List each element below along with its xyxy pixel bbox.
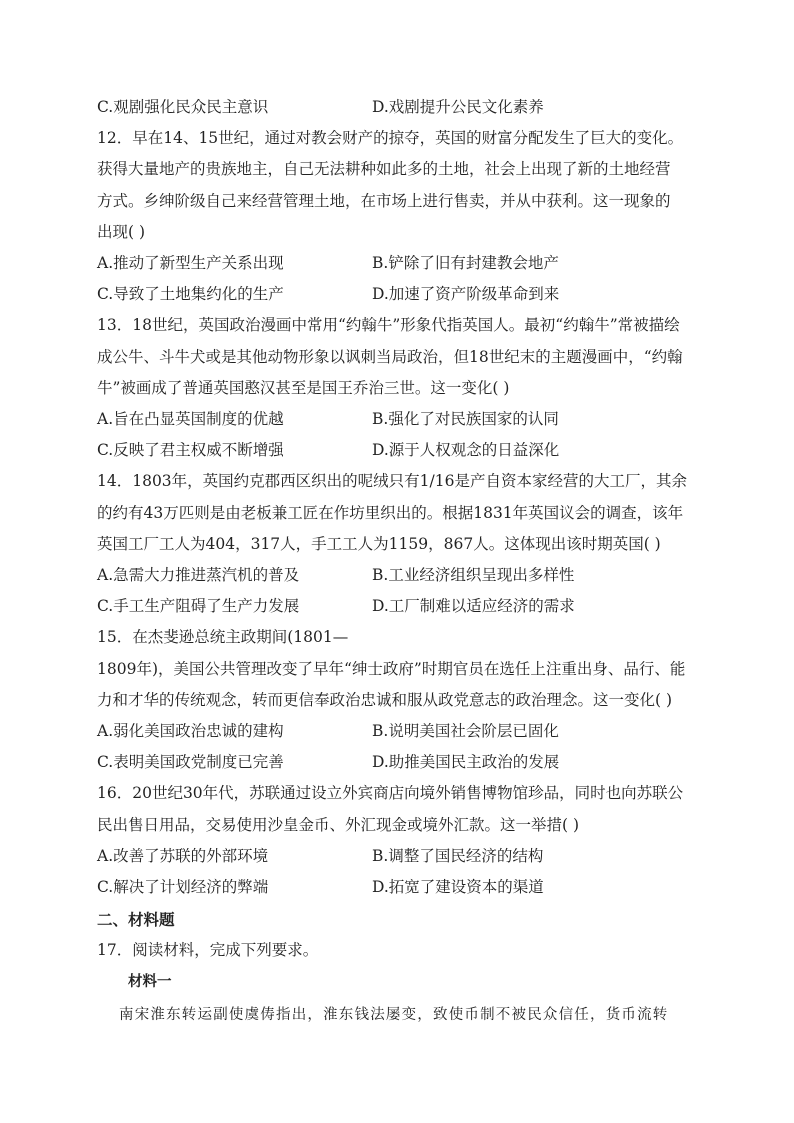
question-15 xyxy=(97,622,707,778)
q14-option-b: B.工业经济组织呈现出多样性 xyxy=(372,566,575,585)
q16-option-d: D.拓宽了建设资本的渠道 xyxy=(372,878,544,897)
question-text: 成公牛、斗牛犬或是其他动物形象以讽刺当局政治，但18世纪末的主题漫画中，“约翰 xyxy=(97,347,683,366)
section-heading: 二、材料题 xyxy=(97,911,175,930)
question-12 xyxy=(97,123,707,310)
q12-option-a: A.推动了新型生产关系出现 xyxy=(97,254,284,273)
q15-option-a: A.弱化美国政治忠诚的建构 xyxy=(97,722,284,741)
question-14 xyxy=(97,466,707,622)
question-text: 12．早在14、15世纪，通过对教会财产的掠夺，英国的财富分配发生了巨大的变化。 xyxy=(97,129,684,148)
q15-option-d: D.助推美国民主政治的发展 xyxy=(372,753,560,772)
question-text: 出现( ) xyxy=(97,222,146,241)
q12-option-c: C.导致了土地集约化的生产 xyxy=(97,285,284,304)
question-text: 民出售日用品，交易使用沙皇金币、外汇现金或境外汇款。这一举措( ) xyxy=(97,815,580,834)
question-text: 16．20世纪30年代，苏联通过设立外宾商店向境外销售博物馆珍品，同时也向苏联公 xyxy=(97,784,684,803)
question-text: 力和才华的传统观念，转而更信奉政治忠诚和服从政党意志的政治理念。这一变化( ) xyxy=(97,690,673,709)
q13-options-cd xyxy=(97,435,707,466)
question-text: 15．在杰斐逊总统主政期间(1801— xyxy=(97,628,349,647)
q15-options-ab xyxy=(97,716,707,747)
q13-option-c: C.反映了君主权威不断增强 xyxy=(97,441,284,460)
question-16 xyxy=(97,778,707,903)
q15-options-cd xyxy=(97,747,707,778)
q16-option-a: A.改善了苏联的外部环境 xyxy=(97,846,269,865)
q12-option-b: B.铲除了旧有封建教会地产 xyxy=(372,254,559,273)
material-title: 材料一 xyxy=(128,973,172,991)
question-text: 13．18世纪，英国政治漫画中常用“约翰牛”形象代指英国人。最初“约翰牛”常被描绘 xyxy=(97,316,680,335)
q12-option-d: D.加速了资产阶级革命到来 xyxy=(372,285,560,304)
q14-options-ab xyxy=(97,560,707,591)
question-text: 英国工厂工人为404，317人，手工工人为1159，867人。这体现出该时期英国( ) xyxy=(97,534,661,553)
question-text: 方式。乡绅阶级自己来经营管理土地，在市场上进行售卖，并从中获利。这一现象的 xyxy=(97,191,671,210)
question-text: 1809年)，美国公共管理改变了早年“绅士政府”时期官员在选任上注重出身、品行、能 xyxy=(97,659,686,678)
q14-option-a: A.急需大力推进蒸汽机的普及 xyxy=(97,566,300,585)
question-text: 14．1803年，英国约克郡西区织出的呢绒只有1/16是产自资本家经营的大工厂，其余 xyxy=(97,472,687,491)
question-17-text: 17．阅读材料，完成下列要求。 xyxy=(97,941,319,960)
q11-option-c: C.观剧强化民众民主意识 xyxy=(97,98,269,116)
q13-option-a: A.旨在凸显英国制度的优越 xyxy=(97,410,284,429)
q11-options xyxy=(97,92,707,123)
q13-option-b: B.强化了对民族国家的认同 xyxy=(372,410,559,429)
q12-options-ab xyxy=(97,248,707,279)
q11-option-d: D.戏剧提升公民文化素养 xyxy=(372,98,544,116)
q15-option-c: C.表明美国政党制度已完善 xyxy=(97,753,284,772)
q16-option-c: C.解决了计划经济的弊端 xyxy=(97,878,269,897)
material-text: 南宋淮东转运副使虞俦指出，淮东钱法屡变，致使币制不被民众信任，货币流转 xyxy=(119,1007,669,1024)
question-text: 获得大量地产的贵族地主，自己无法耕种如此多的土地，社会上出现了新的土地经营 xyxy=(97,160,671,179)
q15-option-b: B.说明美国社会阶层已固化 xyxy=(372,722,559,741)
section-material-questions xyxy=(97,905,707,1032)
q12-options-cd xyxy=(97,279,707,310)
exam-page xyxy=(97,92,707,1032)
q13-options-ab xyxy=(97,404,707,435)
question-13 xyxy=(97,310,707,466)
q13-option-d: D.源于人权观念的日益深化 xyxy=(372,441,560,460)
q14-option-c: C.手工生产阻碍了生产力发展 xyxy=(97,597,300,616)
q14-option-d: D.工厂制难以适应经济的需求 xyxy=(372,597,575,616)
q14-options-cd xyxy=(97,591,707,622)
q16-options-ab xyxy=(97,841,707,872)
question-text: 牛”被画成了普通英国憨汉甚至是国王乔治三世。这一变化( ) xyxy=(97,378,510,397)
q16-options-cd xyxy=(97,872,707,903)
q16-option-b: B.调整了国民经济的结构 xyxy=(372,846,544,865)
question-text: 的约有43万匹则是由老板兼工匠在作坊里织出的。根据1831年英国议会的调查，该年 xyxy=(97,503,684,522)
